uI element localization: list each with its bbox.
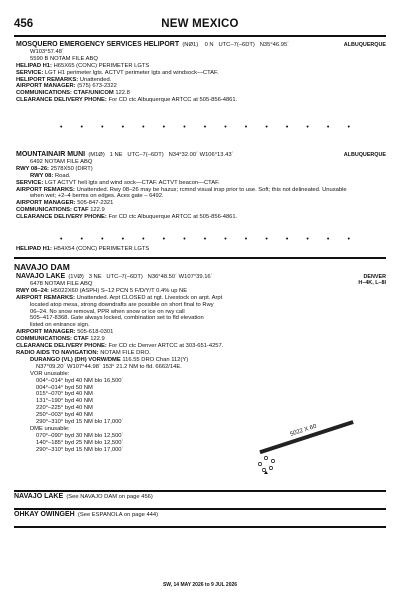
service-label: SERVICE:: [16, 69, 44, 76]
vor-unusable-item: 004°–014° byd 40 NM blo 16,500´: [36, 377, 124, 384]
vor-unusable-item: 015°–070° byd 40 NM: [36, 391, 93, 398]
vor-unusable-item: 250°–003° byd 40 NM: [36, 412, 93, 419]
elevation-line: 6478 NOTAM FILE ABQ: [30, 280, 93, 287]
clearance-text: For CD ctc Albuquerque ARTCC at 505-856-4861.: [108, 97, 238, 104]
vor-unusable-item: 004°–014° byd 50 NM: [36, 384, 93, 391]
airport-distance: 0 N: [204, 42, 214, 48]
chart-label: H–4K, L–8I: [358, 280, 386, 287]
remarks-label: AIRPORT REMARKS:: [16, 294, 75, 301]
remarks-label: AIRPORT REMARKS:: [16, 186, 75, 193]
communications-text: 122.9: [90, 207, 105, 214]
service-text: LGT H1 perimeter lgts. ACTVT perimeter lgts and windsock—CTAF.: [44, 69, 219, 76]
xref-navajo-lake: [14, 494, 386, 501]
remarks-line-2: when wet; +2–4 berms on edges. Aces gate – 6492.: [30, 193, 164, 200]
xref-text: (See NAVAJO DAM on page 456): [66, 494, 153, 500]
communications-text: 122.8: [115, 90, 130, 97]
section-title: NAVAJO DAM: [14, 262, 70, 272]
dme-unusable-item: 140°–185° byd 25 NM blo 12,500´: [36, 439, 124, 446]
elevation-line: 6492 NOTAM FILE ABQ: [30, 158, 93, 165]
section-rule: [14, 490, 386, 492]
airport-distance: 1 NE: [109, 152, 123, 158]
vor-label: DURANGO (VL) (DH) VORW/DME: [30, 356, 121, 363]
dme-unusable-item: 070°–090° byd 30 NM blo 12,500´: [36, 432, 124, 439]
runway-text: 2578X50 (DIRT): [50, 165, 93, 172]
airport-utc: UTC–7(–6DT): [127, 152, 164, 158]
section-rule: [14, 257, 386, 259]
airport-name: MOUNTAINAIR MUNI: [16, 151, 86, 158]
clearance-label: CLEARANCE DELIVERY PHONE:: [16, 214, 107, 221]
runway-08-label: RWY 08:: [30, 172, 54, 179]
runway-label: RWY 08–26:: [16, 165, 49, 172]
vor-unusable-item: 220°–225° byd 40 NM: [36, 405, 93, 412]
manager-label: AIRPORT MANAGER:: [16, 329, 76, 336]
state-title: NEW MEXICO: [161, 18, 239, 30]
airport-utc: UTC–7(–6DT): [106, 274, 143, 280]
helipad-label: HELIPAD H1:: [16, 62, 52, 69]
effective-dates-footer: SW, 14 MAY 2026 to 9 JUL 2026: [162, 582, 238, 588]
radio-aids-label: RADIO AIDS TO NAVIGATION:: [16, 349, 99, 356]
entry-mountainair-helipad: [16, 246, 386, 253]
airport-longitude: W103°57.48´: [30, 48, 64, 55]
section-rule: [14, 526, 386, 528]
vor-text: 116.55 DRO Chan 112(Y): [122, 356, 189, 363]
manager-text: 505-618-0301: [77, 329, 114, 336]
runway-dimension-label: 5022 X 60: [289, 423, 318, 438]
radio-aids-text: NOTAM FILE DRO.: [100, 349, 151, 356]
heliport-remarks-label: HELIPORT REMARKS:: [16, 76, 79, 83]
airport-ident: (NØ1): [182, 42, 199, 48]
separator-dots: • • • • • • • • • • • • • • •: [60, 124, 350, 131]
communications-label: COMMUNICATIONS: CTAF: [16, 207, 89, 214]
dme-unusable-label: DME unusable:: [30, 425, 70, 432]
airport-latitude: N35°46.95´: [259, 42, 290, 48]
clearance-label: CLEARANCE DELIVERY PHONE:: [16, 343, 107, 350]
airport-coordinates: N36°48.50´ W107°39.16´: [147, 274, 213, 280]
vor-coordinates: N37°09.20´ W107°44.98´ 153° 21.2 NM to fld. 6662/14E.: [36, 363, 182, 370]
helipad-text: H54X54 (CONC) PERIMETER LGTS: [53, 246, 150, 252]
airport-coordinates: N34°32.00´ W106°13.43´: [168, 152, 234, 158]
communications-text: 122.9: [90, 336, 105, 343]
manager-text: (575) 673-2322: [77, 83, 117, 90]
airport-name: MOSQUERO EMERGENCY SERVICES HELIPORT: [16, 41, 180, 48]
runway-label: RWY 06–24:: [16, 287, 49, 294]
dme-unusable-item: 290°–310° byd 15 NM blo 17,000´: [36, 446, 124, 453]
xref-name: NAVAJO LAKE: [14, 493, 64, 500]
communications-label: COMMUNICATIONS: CTAF/UNICOM: [16, 90, 114, 97]
airport-name: NAVAJO LAKE: [16, 273, 66, 280]
region-label: ALBUQUERQUE: [343, 152, 386, 158]
airport-distance: 3 NE: [88, 274, 102, 280]
entry-mosquero: [16, 42, 386, 104]
xref-ohkay-owingeh: [14, 512, 386, 519]
xref-name: OHKAY OWINGEH: [14, 511, 75, 518]
service-label: SERVICE:: [16, 179, 44, 186]
airport-ident: (M1Ø): [88, 152, 105, 158]
runway-08-text: Road.: [54, 172, 71, 179]
helipad-label: HELIPAD H1:: [16, 246, 52, 252]
remarks-line: located atop mesa, strong downdrafts are possible on short final to Rwy: [30, 301, 214, 308]
helipad-text: H65X65 (CONC) PERIMETER LGTS: [53, 62, 150, 69]
vor-unusable-label: VOR unusable:: [30, 370, 70, 377]
clearance-label: CLEARANCE DELIVERY PHONE:: [16, 97, 107, 104]
service-text: LGT ACTVT heli lgts and wind sock—CTAF. ACTVT beacon—CTAF.: [44, 179, 220, 186]
separator-dots: • • • • • • • • • • • • • • •: [60, 236, 350, 243]
runway-strip: [259, 420, 353, 454]
vor-unusable-item: 131°–190° byd 40 NM: [36, 398, 93, 405]
remarks-line: listed on entrance sign.: [30, 322, 90, 329]
vor-unusable-item: 290°–310° byd 15 NM blo 17,000´: [36, 419, 124, 426]
remarks-line: 06–24. No snow removal, PPR when snow or ice on rwy call: [30, 308, 185, 315]
remarks-line: 505–417-8368. Gate always locked, combination set to fld elevation: [30, 315, 204, 322]
heliport-remarks-text: Unattended.: [79, 76, 112, 83]
remarks-line: Unattended. Arpt CLOSED at ngt. Livestock on arpt. Arpt: [76, 294, 223, 301]
entry-mountainair: [16, 152, 386, 221]
page-number: 456: [14, 18, 34, 30]
communications-label: COMMUNICATIONS: CTAF: [16, 336, 89, 343]
remarks-line-1: Unattended. Rwy 08–26 may be hazus; rcmnd visual insp prior to use. Soft; this not delineated. Unusable: [76, 186, 347, 193]
elevation-line: 5590 B NOTAM FILE ABQ: [30, 55, 98, 62]
header-rule: [14, 35, 386, 37]
airport-ident: (1VØ): [68, 274, 84, 280]
clearance-text: For CD ctc Albuquerque ARTCC at 505-856-4861.: [108, 214, 238, 221]
manager-label: AIRPORT MANAGER:: [16, 83, 76, 90]
page-header: [14, 18, 386, 34]
manager-text: 505-847-2321: [77, 200, 114, 207]
airport-utc: UTC–7(–6DT): [218, 42, 255, 48]
section-rule: [14, 508, 386, 510]
runway-text: H5022X60 (ASPH) S–12 PCN 5 F/D/Y/T 0.4% up NE: [50, 287, 188, 294]
region-label: DENVER: [363, 274, 386, 280]
manager-label: AIRPORT MANAGER:: [16, 200, 76, 207]
clearance-text: For CD ctc Denver ARTCC at 303-651-4257.: [108, 343, 224, 350]
xref-text: (See ESPANOLA on page 444): [77, 512, 159, 518]
region-label: ALBUQUERQUE: [343, 42, 386, 48]
airport-diagram: [244, 398, 364, 480]
